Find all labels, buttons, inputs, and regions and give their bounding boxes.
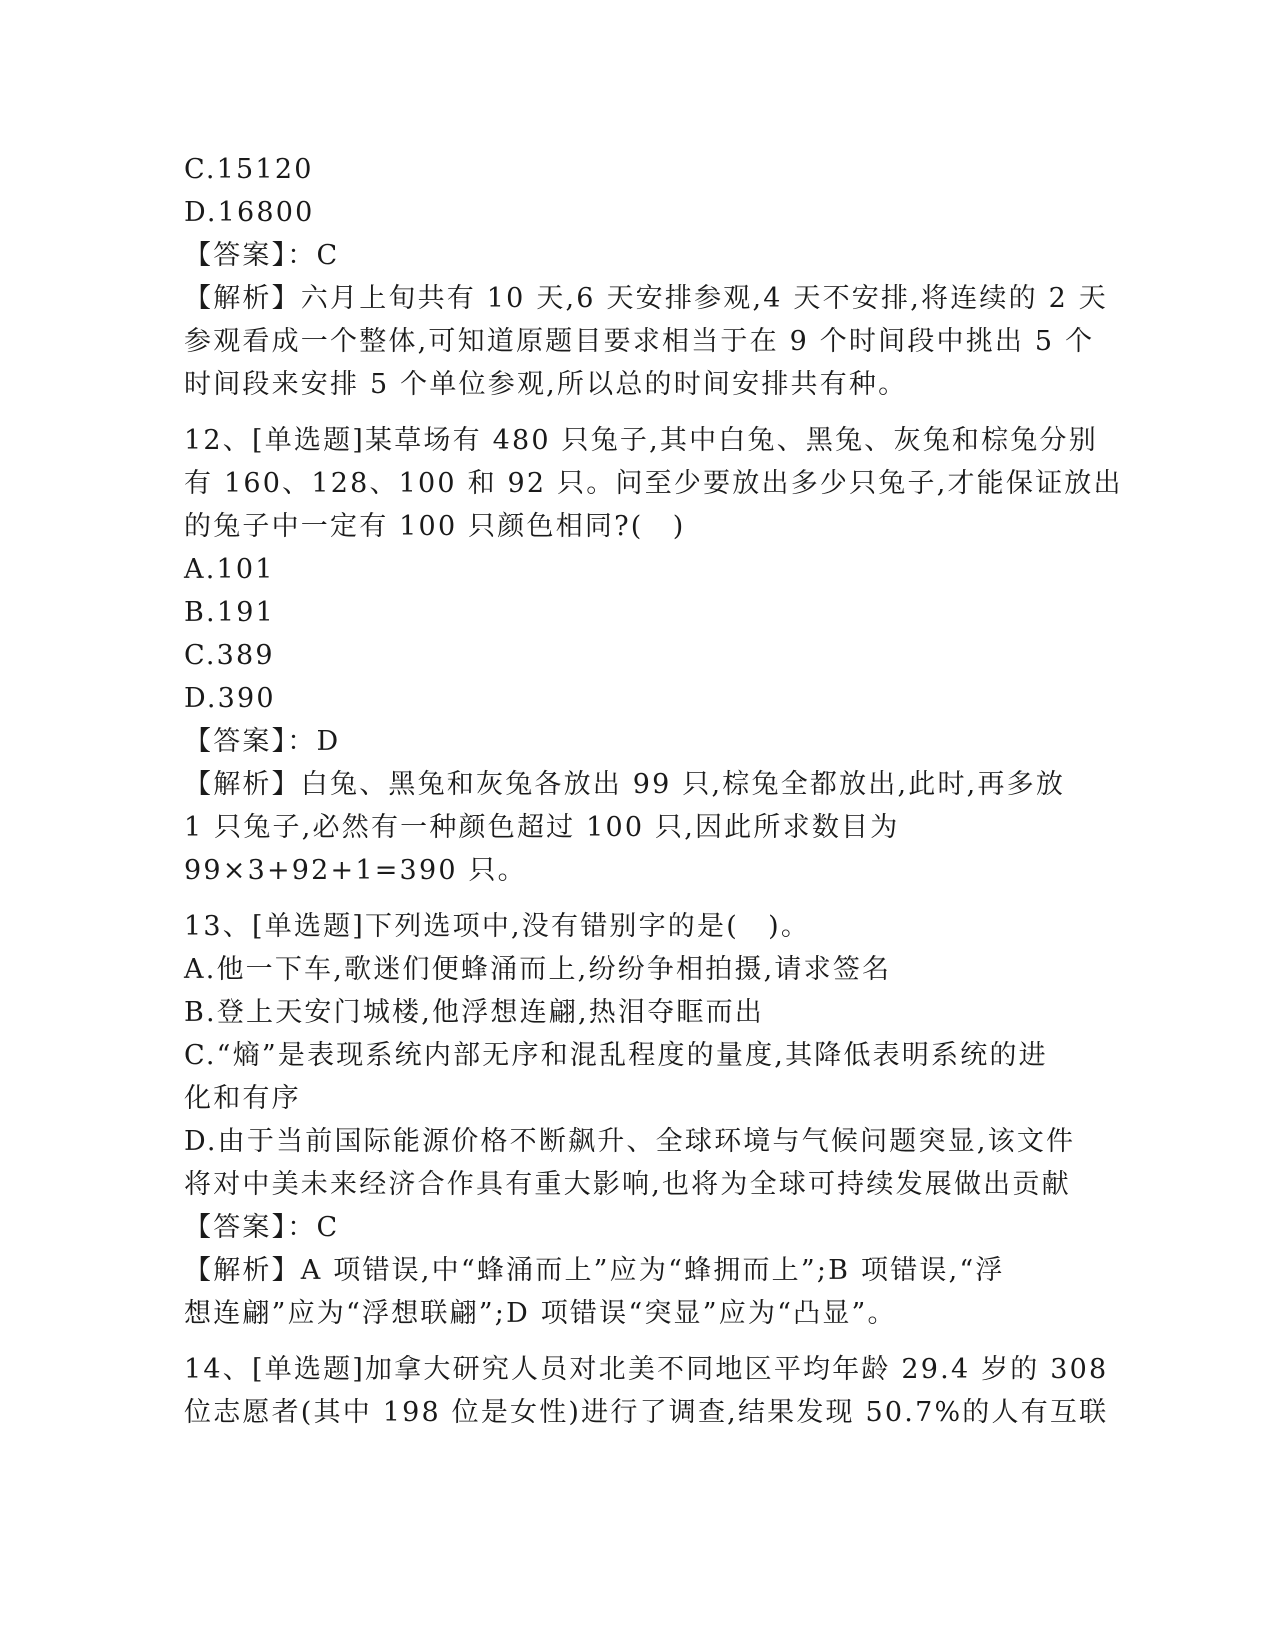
option-d: D.16800	[184, 197, 315, 228]
analysis-line: 【解析】六月上旬共有 10 天,6 天安排参观,4 天不安排,将连续的 2 天	[184, 283, 1108, 314]
option-d: D.390	[184, 683, 276, 714]
option-d-continued: 将对中美未来经济合作具有重大影响,也将为全球可持续发展做出贡献	[184, 1169, 1071, 1200]
option-c: C.“熵”是表现系统内部无序和混乱程度的量度,其降低表明系统的进	[184, 1040, 1048, 1071]
option-a: A.101	[184, 554, 275, 585]
analysis-line: 参观看成一个整体,可知道原题目要求相当于在 9 个时间段中挑出 5 个	[184, 326, 1095, 357]
question-stem-line: 13、[单选题]下列选项中,没有错别字的是( )。	[184, 911, 811, 942]
answer-line: 【答案】：C	[184, 1212, 340, 1243]
page-content	[184, 148, 1123, 1434]
option-c: C.389	[184, 640, 275, 671]
analysis-line: 【解析】A 项错误,中“蜂涌而上”应为“蜂拥而上”;B 项错误,“浮	[184, 1255, 1005, 1286]
analysis-line: 时间段来安排 5 个单位参观,所以总的时间安排共有种。	[184, 369, 908, 400]
option-d: D.由于当前国际能源价格不断飙升、全球环境与气候问题突显,该文件	[184, 1126, 1076, 1157]
question-stem-line: 12、[单选题]某草场有 480 只兔子,其中白兔、黑兔、灰兔和棕兔分别	[184, 425, 1098, 456]
question-stem-line: 有 160、128、100 和 92 只。问至少要放出多少只兔子,才能保证放出	[184, 468, 1123, 499]
analysis-line: 【解析】白兔、黑兔和灰兔各放出 99 只,棕兔全都放出,此时,再多放	[184, 769, 1066, 800]
analysis-line: 1 只兔子,必然有一种颜色超过 100 只,因此所求数目为	[184, 812, 900, 843]
analysis-line: 想连翩”应为“浮想联翩”;D 项错误“突显”应为“凸显”。	[184, 1298, 897, 1329]
answer-line: 【答案】：C	[184, 240, 340, 271]
question-stem-line: 位志愿者(其中 198 位是女性)进行了调查,结果发现 50.7%的人有互联	[184, 1397, 1109, 1428]
analysis-line: 99×3+92+1=390 只。	[184, 855, 527, 886]
option-b: B.191	[184, 597, 275, 628]
option-b: B.登上天安门城楼,他浮想连翩,热泪夺眶而出	[184, 997, 764, 1028]
question-stem-line: 14、[单选题]加拿大研究人员对北美不同地区平均年龄 29.4 岁的 308	[184, 1354, 1109, 1385]
option-c-continued: 化和有序	[184, 1083, 301, 1114]
option-a: A.他一下车,歌迷们便蜂涌而上,纷纷争相拍摄,请求签名	[184, 954, 892, 985]
answer-line: 【答案】：D	[184, 726, 341, 757]
option-c: C.15120	[184, 154, 314, 185]
question-stem-line: 的兔子中一定有 100 只颜色相同?( )	[184, 511, 686, 542]
